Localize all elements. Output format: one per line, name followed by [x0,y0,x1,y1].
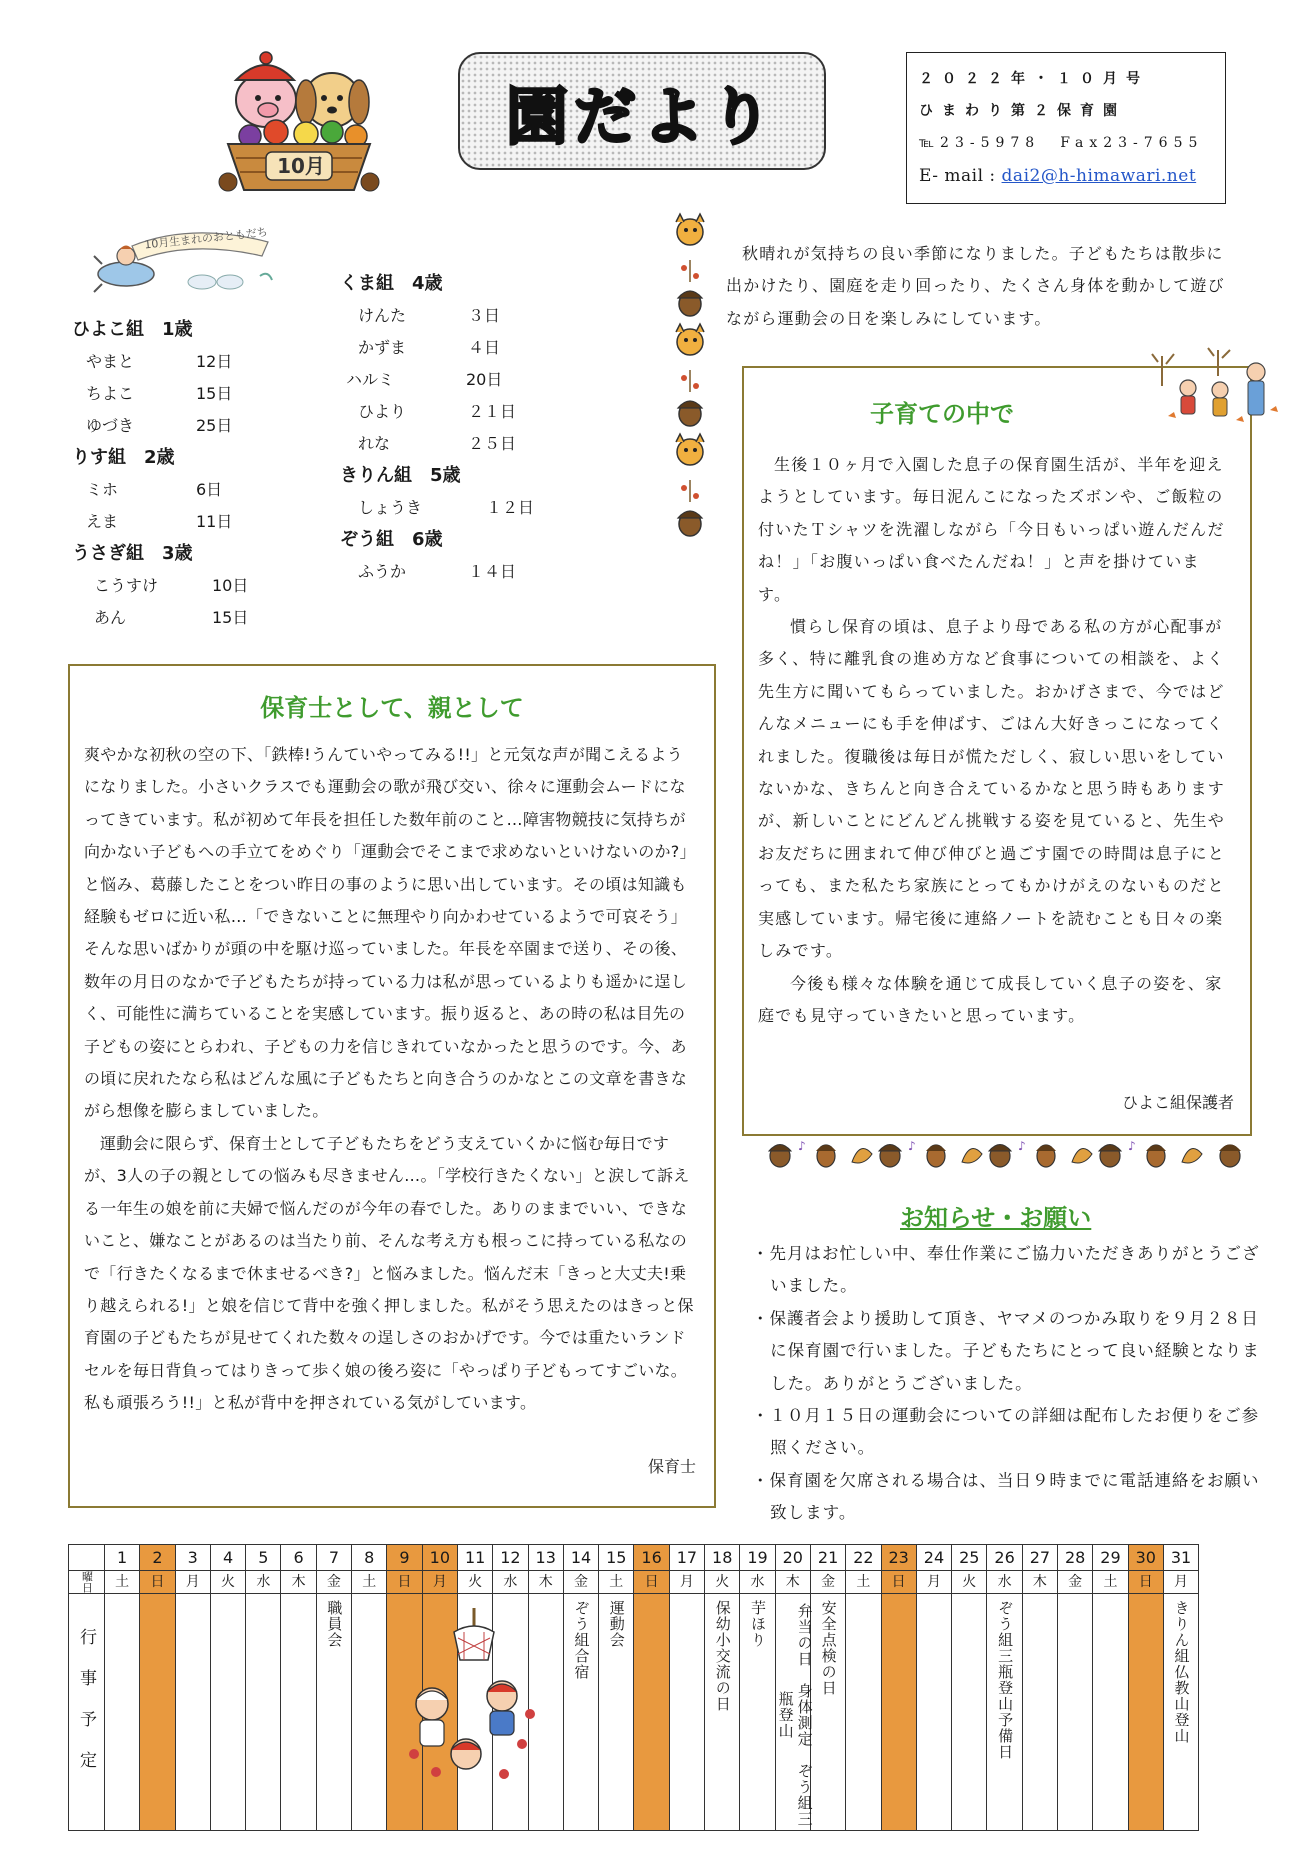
birthday-row [340,396,534,428]
calendar-weekday-cell: 日 [1128,1571,1163,1594]
calendar-weekday-row [69,1571,1199,1594]
calendar-weekday-cell: 火 [457,1571,492,1594]
weekday-header-cell [69,1571,105,1594]
birthday-date: １２日 [486,498,535,517]
calendar-date-cell: 18 [705,1545,740,1571]
calendar-date-cell: 26 [987,1545,1022,1571]
events-calendar [68,1544,1199,1831]
child-name: ゆづき [86,416,135,435]
calendar-event-cell [1163,1594,1198,1831]
birthday-date: ２１日 [468,402,517,421]
calendar-event-cell [1128,1594,1163,1831]
events-header-cell [69,1594,105,1831]
birthday-row [340,428,534,460]
child-name: こうすけ [94,576,159,595]
calendar-date-cell: 5 [246,1545,281,1571]
calendar-weekday-cell: 金 [1058,1571,1093,1594]
parent-article-title: 子育ての中で [870,400,1014,428]
calendar-weekday-cell: 月 [422,1571,457,1594]
calendar-weekday-cell: 日 [881,1571,916,1594]
month-badge: 10月 [277,154,325,178]
family-illustration [1148,346,1284,432]
calendar-event-cell [669,1594,704,1831]
calendar-weekday-cell: 土 [846,1571,881,1594]
calendar-date-cell: 8 [352,1545,387,1571]
kids-basket-ball-icon [394,1604,544,1788]
birthday-date: 25日 [196,416,233,435]
calendar-weekday-cell: 金 [810,1571,845,1594]
calendar-event-cell [246,1594,281,1831]
group-hiyoko: ひよこ組 1歳 [72,319,193,340]
calendar-date-cell: 7 [316,1545,351,1571]
birthday-banner-text: 10月生まれのおともだち [143,225,269,252]
child-name: やまと [86,352,135,371]
birthday-date: 6日 [196,480,223,499]
group-zou: ぞう組 6歳 [340,529,443,550]
parent-article-box [742,366,1252,1136]
teacher-article-body [84,739,694,1420]
calendar-date-cell: 3 [175,1545,210,1571]
child-name: ミホ [86,480,119,499]
calendar-event-cell [563,1594,598,1831]
calendar-weekday-cell: 火 [952,1571,987,1594]
group-kirin: きりん組 5歳 [340,465,461,486]
intro-text: 秋晴れが気持ちの良い季節になりました。子どもたちは散歩に出かけたり、園庭を走り回ったり、たくさん身体を動かして遊びながら運動会の日を楽しみにしています。 [726,244,1225,328]
birthday-row [340,492,534,524]
birthday-date: １４日 [468,562,517,581]
nursery-name: ひまわり第２保育園 [919,103,1126,119]
calendar-event-cell [210,1594,245,1831]
parent-article-body [758,449,1232,1032]
birthday-date: 15日 [196,384,233,403]
calendar-weekday-cell: 火 [210,1571,245,1594]
calendar-date-cell: 25 [952,1545,987,1571]
birthday-row [72,410,248,442]
nursery-info-box [906,52,1226,204]
calendar-weekday-cell: 土 [352,1571,387,1594]
calendar-event-text: 芋ほり [748,1600,767,1648]
birthday-date: ４日 [468,338,501,357]
calendar-events-row [69,1594,1199,1831]
calendar-event-text: きりん組仏教山登山 [1172,1600,1191,1744]
calendar-weekday-cell: 木 [281,1571,316,1594]
calendar-event-cell [810,1594,845,1831]
calendar-weekday-cell: 月 [669,1571,704,1594]
teacher-article-title: 保育士として、親として [260,694,524,722]
birthday-row [340,300,534,332]
teacher-paragraph: 爽やかな初秋の空の下、「鉄棒!うんていやってみる!!」と元気な声が聞こえるようになりました。小さいクラスでも運動会の歌が飛び交い、徐々に運動会ムードになってきています。私が初めて年長を担任した数年前のこと…障害物競技に気持ちが向かない子どもへの手立てをめぐり「運動会でそこまで求めないといけないのか?」と悩み、葛藤したことをつい昨日の事のように思い出しています。その頃は知識も経験もゼロに近い私…「できないことに無理やり向かわせているようで可哀そう」そんな思いばかりが頭の中を駆け巡っていました。年長を卒園まで送り、その後、数年の月日のなかで子どもたちが持っている力は私が思っているよりも遥かに逞しく、可能性に満ちていることを実感しています。振り返ると、あの時の私は目先の子どもの姿にとらわれ、子どもの力を信じきれていなかったと思うのです。今、あの頃に戻れたなら私はどんな風に子どもたちと向き合うのかなとこの文章を書きながら想像を膨らましていました。 [84,745,688,1121]
calendar-event-cell [881,1594,916,1831]
parent-paragraph: 今後も様々な体験を通じて成長していく息子の姿を、家庭でも見守っていきたいと思っています。 [758,973,1223,1025]
birthday-row [72,506,248,538]
email-label: E- mail : [919,166,1002,186]
calendar-weekday-cell: 土 [105,1571,140,1594]
calendar-date-cell: 28 [1058,1545,1093,1571]
notice-item: ・保育園を欠席される場合は、当日９時までに電話連絡をお願い致します。 [752,1470,1260,1523]
calendar-weekday-cell: 水 [740,1571,775,1594]
calendar-date-cell: 16 [634,1545,669,1571]
calendar-event-cell [352,1594,387,1831]
calendar-date-cell: 2 [140,1545,175,1571]
calendar-weekday-cell: 月 [1163,1571,1198,1594]
birthday-date: ２５日 [468,434,517,453]
birthday-banner [92,216,280,302]
svg-text:♪: ♪ [798,1139,806,1153]
calendar-date-row [69,1545,1199,1571]
calendar-event-cell [916,1594,951,1831]
birthday-row [340,556,534,588]
email-row [919,159,1213,193]
calendar-event-text: 職員会 [325,1600,344,1648]
calendar-event-cell [599,1594,634,1831]
birthday-date: 20日 [466,370,503,389]
kids-basket-illustration [394,1604,544,1788]
calendar-weekday-cell: 月 [916,1571,951,1594]
notice-item: ・保護者会より援助して頂き、ヤマメのつかみ取りを９月２８日に保育園で行いました。子どもたちにとって良い経験となりました。ありがとうございました。 [752,1308,1260,1393]
calendar-weekday-cell: 土 [599,1571,634,1594]
calendar-event-cell [140,1594,175,1831]
calendar-weekday-cell: 火 [705,1571,740,1594]
calendar-event-cell [705,1594,740,1831]
calendar-corner-cell [69,1545,105,1571]
birthday-column-left [72,314,248,634]
calendar-date-cell: 17 [669,1545,704,1571]
calendar-event-cell [987,1594,1022,1831]
acorn-leaf-row-icon [760,1132,1260,1172]
calendar-date-cell: 10 [422,1545,457,1571]
child-name: けんた [358,306,407,325]
calendar-weekday-cell: 木 [1022,1571,1057,1594]
calendar-date-cell: 13 [528,1545,563,1571]
notice-item: ・１０月１５日の運動会についての詳細は配布したお便りをご参照ください。 [752,1406,1260,1458]
calendar-date-cell: 20 [775,1545,810,1571]
calendar-event-cell [281,1594,316,1831]
teacher-signature: 保育士 [647,1457,696,1476]
parent-paragraph: 生後１０ヶ月で入園した息子の保育園生活が、半年を迎えようとしています。毎日泥んこになったズボンや、ご飯粒の付いたＴシャツを洗濯しながら「今日もいっぱい遊んだんだね！」「お腹いっぱい食べたんだね！」と声を掛けています。 [758,455,1225,604]
calendar-event-cell [1093,1594,1128,1831]
calendar-weekday-cell: 水 [493,1571,528,1594]
calendar-event-cell [1022,1594,1057,1831]
acorn-leaf-row [760,1132,1260,1172]
child-name: かずま [358,338,407,357]
birthday-date: 15日 [212,608,249,627]
calendar-event-text: 弁当の日 身体測定 ぞう組三瓶登山 [776,1603,814,1827]
child-name: ふうか [358,562,407,581]
calendar-event-text: 運動会 [607,1600,626,1648]
group-risu: りす組 2歳 [72,447,175,468]
birthday-row [72,346,248,378]
calendar-weekday-cell: 日 [634,1571,669,1594]
calendar-date-cell: 19 [740,1545,775,1571]
calendar-weekday-cell: 木 [528,1571,563,1594]
birthday-date: 10日 [212,576,249,595]
child-name: ひより [358,402,407,421]
birthday-row [340,332,534,364]
calendar-date-cell: 30 [1128,1545,1163,1571]
child-name: えま [86,512,119,531]
child-name: しょうき [358,498,423,517]
calendar-date-cell: 9 [387,1545,422,1571]
squirrel-acorn-border [668,212,712,542]
birthday-row [340,364,534,396]
newsletter-title: 園だより [505,79,778,153]
walking-family-icon [1148,346,1284,432]
calendar-weekday-cell: 日 [140,1571,175,1594]
birthday-column-right [340,268,534,588]
calendar-date-cell: 21 [810,1545,845,1571]
birthday-row [72,474,248,506]
birthday-row [72,602,248,634]
calendar-date-cell: 22 [846,1545,881,1571]
calendar-weekday-cell: 日 [387,1571,422,1594]
calendar-date-cell: 11 [457,1545,492,1571]
calendar-date-cell: 24 [916,1545,951,1571]
parent-signature: ひよこ組保護者 [1121,1093,1234,1112]
birthday-row [72,378,248,410]
issue-label: ２０２２年・１０月号 [919,71,1149,87]
calendar-event-cell [740,1594,775,1831]
group-kuma: くま組 4歳 [340,273,443,294]
child-name: ちよこ [86,384,135,403]
calendar-event-cell [1058,1594,1093,1831]
newsletter-title-box [458,52,826,170]
calendar-event-text: ぞう組三瓶登山予備日 [996,1600,1015,1760]
birthday-row [72,570,248,602]
calendar-date-cell: 15 [599,1545,634,1571]
calendar-date-cell: 6 [281,1545,316,1571]
email-link[interactable]: dai2@h-himawari.net [1001,166,1197,186]
calendar-date-cell: 12 [493,1545,528,1571]
weekday-header: 曜日 [80,1571,94,1593]
calendar-event-cell [846,1594,881,1831]
calendar-event-cell [316,1594,351,1831]
calendar-date-cell: 4 [210,1545,245,1571]
notice-item: ・先月はお忙しい中、奉仕作業にご協力いただきありがとうございました。 [752,1244,1260,1296]
child-name: れな [358,434,391,453]
calendar-weekday-cell: 金 [563,1571,598,1594]
calendar-event-cell [634,1594,669,1831]
birthday-date: 12日 [196,352,233,371]
child-name: あん [94,608,127,627]
calendar-event-text: ぞう組合宿 [572,1600,591,1680]
calendar-event-cell [175,1594,210,1831]
events-header: 行事予定 [76,1628,96,1792]
calendar-date-cell: 27 [1022,1545,1057,1571]
calendar-event-cell [775,1594,814,1831]
teacher-article-box [68,664,716,1508]
calendar-weekday-cell: 木 [775,1571,810,1594]
calendar-date-cell: 1 [105,1545,140,1571]
calendar-weekday-cell: 土 [1093,1571,1128,1594]
calendar-weekday-cell: 水 [987,1571,1022,1594]
birthday-date: 11日 [196,512,233,531]
calendar-event-cell [952,1594,987,1831]
parent-paragraph: 慣らし保育の頃は、息子より母である私の方が心配事が多く、特に離乳食の進め方など食事についての相談を、よく先生方に聞いてもらっていました。おかげさまで、今ではどんなメニューにも手を伸ばす、ごはん大好きっこになってくれました。復職後は毎日が慌ただしく、寂しい思いをしていないかな、きちんと向き合えているかなと思う時もありますが、新しいことにどんどん挑戦する姿を見ていると、先生やお友だちに囲まれて伸び伸びと過ごす園での時間は息子にとっても、また私たち家族にとってもかけがえのないものだと実感しています。帰宅後に連絡ノートを読むことも日々の楽しみです。 [758,617,1226,961]
notices-list [752,1238,1272,1530]
child-name: ハルミ [346,370,395,389]
calendar-weekday-cell: 金 [316,1571,351,1594]
calendar-event-text: 保幼小交流の日 [713,1600,732,1712]
calendar-event-cell [105,1594,140,1831]
calendar-date-cell: 29 [1093,1545,1128,1571]
calendar-date-cell: 14 [563,1545,598,1571]
teacher-paragraph: 運動会に限らず、保育士として子どもたちをどう支えていくかに悩む毎日ですが、3人の子の親としての悩みも尽きません…。「学校行きたくない」と涙して訴える一年生の娘を前に夫婦で悩んだのが今年の春でした。ありのままでいい、できないこと、嫌なことがあるのは当たり前、そんな考え方も根っこに持っている私なので「行きたくなるまで休ませるべき?」と悩みました。悩んだ末「きっと大丈夫!乗り越えられる!」と娘を信じて背中を強く押しました。私がそう思えたのはきっと保育園の子どもたちが見せてくれた数々の逞しさのおかげです。今では重たいランドセルを毎日背負ってはりきって歩く娘の後ろ姿に「やっぱり子どもってすごいな。私も頑張ろう!!」と私が背中を押されている気がしています。 [84,1133,694,1413]
calendar-date-cell: 23 [881,1545,916,1571]
header-illustration [214,40,384,200]
group-usagi: うさぎ組 3歳 [72,543,193,564]
calendar-weekday-cell: 月 [175,1571,210,1594]
calendar-weekday-cell: 水 [246,1571,281,1594]
calendar-event-text: 安全点検の日 [819,1600,838,1696]
notices-title: お知らせ・お願い [900,1204,1092,1232]
birthday-date: ３日 [468,306,501,325]
calendar-date-cell: 31 [1163,1545,1198,1571]
squirrel-acorn-icon [668,212,712,542]
tel-fax: ℡23-5978 Fax23-7655 [919,135,1204,151]
